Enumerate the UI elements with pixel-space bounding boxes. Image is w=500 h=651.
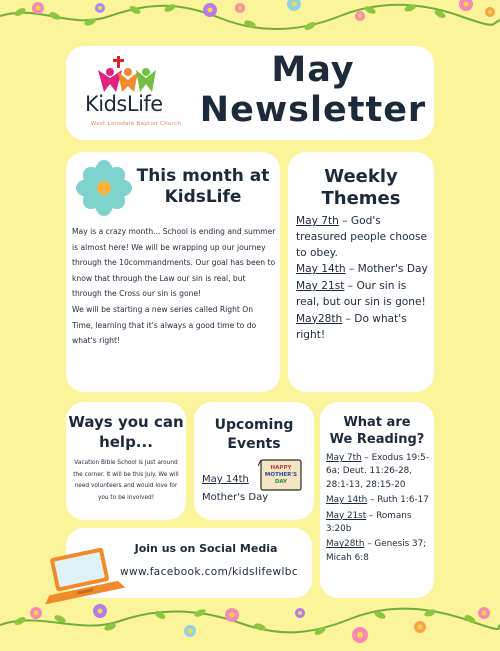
- this-month-heading-line-1: This month at: [136, 166, 270, 186]
- reading-text: – Exodus 19:5-6a; Deut. 11:26-28, 28:1-13, 28:15-20: [326, 453, 429, 490]
- weekly-themes-card: [288, 152, 434, 392]
- weekly-theme-text: – God's treasured people choose to obey.: [296, 215, 428, 259]
- weekly-themes-heading-line-2: Themes: [321, 188, 401, 209]
- upcoming-event-date: May 14th: [202, 474, 249, 485]
- social-media-heading: Join us on Social Media: [134, 542, 278, 555]
- weekly-theme-date: May28th: [296, 312, 343, 325]
- weekly-theme-item: [296, 214, 430, 261]
- logo-subtitle: West Lonsdale Baptist Church: [90, 121, 182, 127]
- title-line-1: May: [271, 50, 355, 90]
- weekly-theme-item: [296, 312, 430, 344]
- reading-card: [320, 402, 434, 598]
- reading-date: May 21st: [326, 510, 367, 521]
- card-text-happy: HAPPY: [270, 465, 292, 471]
- this-month-paragraph-1: May is a crazy month... School is ending and summer is almost here! We will be wrapping up our journey through the 10commandments. Our goal has been to know that through the Law our sin is real, but through the Cross our sin is gone!: [72, 227, 276, 299]
- reading-item: [326, 494, 432, 507]
- page-title: [198, 50, 428, 130]
- weekly-theme-date: May 21st: [296, 280, 345, 293]
- ways-to-help-body: Vacation Bible School is just around the corner. It will be this July. We will need volunteers and would love for you to be involved!: [73, 460, 179, 501]
- reading-text: – Romans 3:20b: [326, 510, 412, 535]
- this-month-body: [72, 224, 276, 349]
- ways-to-help-heading-line-1: Ways you can: [68, 413, 184, 431]
- bottom-flower-vine: [0, 591, 500, 651]
- weekly-theme-date: May 7th: [296, 215, 339, 227]
- reading-list: [326, 452, 432, 567]
- reading-date: May 7th: [326, 453, 362, 463]
- upcoming-events-card: [194, 402, 314, 520]
- ways-to-help-heading: [66, 412, 186, 452]
- ways-to-help-card: [66, 402, 186, 520]
- reading-item: [326, 452, 432, 492]
- reading-item: [326, 538, 432, 565]
- reading-heading-line-2: We Reading?: [329, 432, 425, 447]
- weekly-theme-text: – Do what's right!: [296, 312, 407, 341]
- reading-text: – Genesis 37; Micah 6:8: [326, 539, 427, 563]
- this-month-paragraph-2: We will be starting a new series called Right On Time, learning that it's always a good time to do what's right!: [72, 304, 257, 346]
- reading-date: May28th: [326, 539, 365, 550]
- this-month-heading-line-2: KidsLife: [164, 187, 242, 207]
- weekly-theme-text: – Mother's Day: [345, 263, 428, 276]
- upcoming-event-label: Mother's Day: [202, 492, 269, 503]
- weekly-themes-heading: [288, 166, 434, 210]
- upcoming-events-heading-line-1: Upcoming: [214, 417, 294, 433]
- header-card: [66, 46, 434, 140]
- weekly-theme-item: [296, 262, 430, 278]
- logo-wordmark: KidsLife: [85, 92, 163, 116]
- reading-heading: [320, 414, 434, 448]
- reading-item: [326, 510, 432, 537]
- this-month-card: [66, 152, 280, 392]
- weekly-themes-heading-line-1: Weekly: [324, 166, 398, 187]
- weekly-theme-item: [296, 279, 430, 311]
- reading-date: May 14th: [326, 495, 368, 506]
- card-text-mothers: MOTHER'S: [264, 472, 298, 478]
- title-line-2: Newsletter: [199, 90, 427, 130]
- ways-to-help-heading-line-2: help...: [99, 433, 153, 451]
- weekly-themes-list: [296, 214, 430, 344]
- upcoming-events-heading-line-2: Events: [227, 436, 281, 452]
- mothers-day-card-icon: [258, 458, 304, 492]
- weekly-theme-date: May 14th: [296, 263, 346, 276]
- facebook-link[interactable]: www.facebook.com/kidslifewlbc: [119, 566, 299, 578]
- flower-icon: [74, 158, 134, 218]
- weekly-theme-text: – Our sin is real, but our sin is gone!: [296, 280, 426, 308]
- upcoming-events-heading: [194, 416, 314, 454]
- reading-text: – Ruth 1:6-17: [367, 495, 429, 506]
- card-text-day: DAY: [274, 479, 288, 485]
- reading-heading-line-1: What are: [343, 415, 411, 430]
- this-month-heading: [130, 166, 276, 208]
